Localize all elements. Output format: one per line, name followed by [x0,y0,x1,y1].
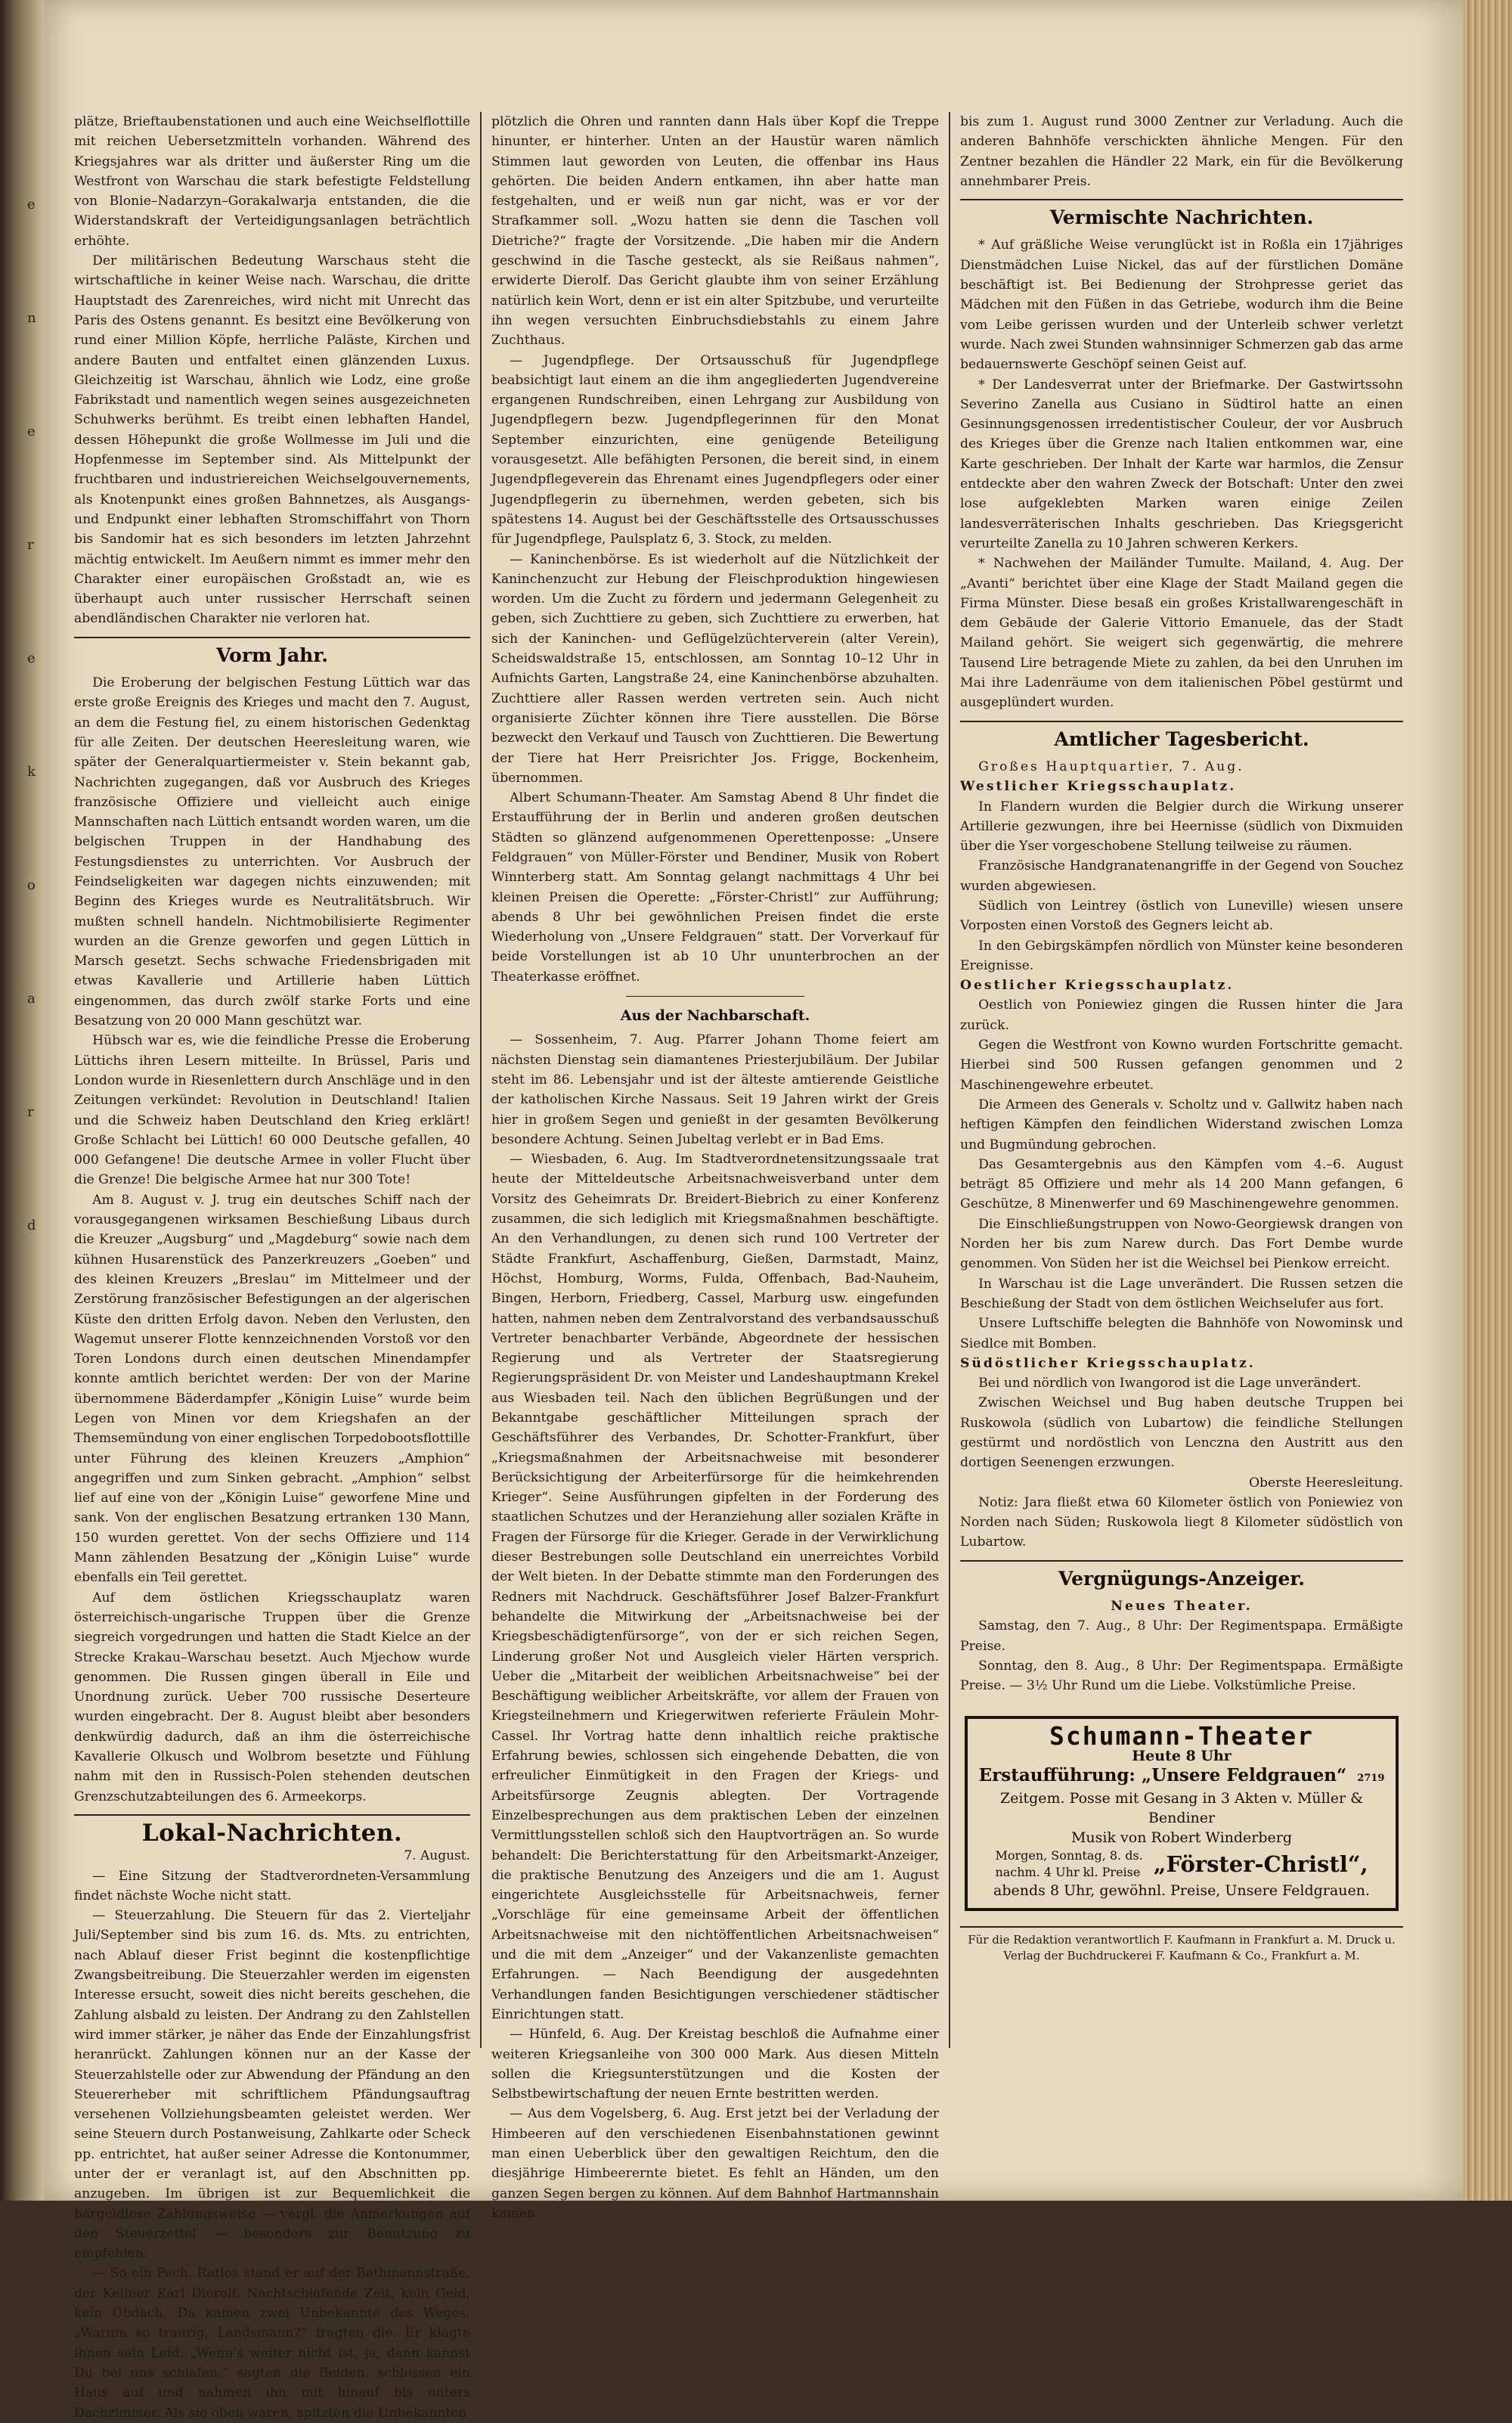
column-3 [960,112,1403,1964]
previous-page-fragment: n [27,310,36,326]
section-title-nachbarschaft: Aus der Nachbarschaft. [620,1007,810,1025]
article-paragraph: — So ein Pech. Ratlos stand er auf der Bethmannstraße, der Kellner Karl Dierolf. Nachtschlafende Zeit, kein Geld, kein Obdach. Da kamen zwei Unbekannte des Weges: „Warum so traurig, Landsmann?“ fragten die. Er klagte ihnen sein Leid. „Wenn's weiter nicht ist, ja, dann kannst Du bei uns schlafen,“ sagten die Beiden, schlossen ein Haus auf und nahmen ihn mit hinauf bis unters Dachzimmer. Als sie oben waren, spitzten die Unbekannten [74,2266,470,2421]
report-paragraph: In Warschau ist die Lage unverändert. Die Russen setzen die Beschießung der Stadt von dem östlichen Weichselufer aus fort. [960,1276,1403,1311]
subheading-ost: Oestlicher Kriegsschauplatz. [960,978,1235,994]
ad-feature-title: „Förster-Christl“, [1153,1851,1368,1877]
report-paragraph: Französische Handgranatenangriffe in der Gegend von Souchez wurden abgewiesen. [960,858,1403,894]
report-paragraph: Das Gesamtergebnis aus den Kämpfen vom 4.–6. August beträgt 85 Offiziere und mehr als 14 200 Mann gefangen, 6 Geschütze, 8 Minenwerfer und 69 Maschinengewehre genommen. [960,1156,1403,1212]
previous-page-fragment: e [27,423,36,439]
report-paragraph: Unsere Luftschiffe belegten die Bahnhöfe von Nowominsk und Siedlce mit Bomben. [960,1316,1403,1351]
book-edge [1464,0,1512,2201]
divider [626,996,805,997]
report-paragraph: In den Gebirgskämpfen nördlich von Münster keine besonderen Ereignisse. [960,938,1403,973]
previous-page-fragment: e [27,650,36,666]
note-paragraph: Notiz: Jara fließt etwa 60 Kilometer östlich von Poniewiez von Norden nach Süden; Ruskowola liegt 8 Kilometer südöstlich von Lubartow. [960,1494,1403,1550]
previous-page-fragment: e [27,197,36,213]
article-paragraph: — Jugendpflege. Der Ortsausschuß für Jugendpflege beabsichtigt laut einem an die ihm angegliederten Jugendvereine ergangenen Rundschreiben, einen Lehrgang zur Ausbildung von Jugendpflegern bezw. Jugendpflegerinnen für den Monat September einzurichten, eine genügende Beteiligung vorausgesetzt. Alle befähigten Personen, die bereit sind, in einem Jugendpflegeverein das Ehrenamt eines Jugendpflegers oder einer Jugendpflegerin zu übernehmen, werden gebeten, sich bis spätestens 14. August bei der Geschäftsstelle des Ortsausschusses für Jugendpflege, Paulsplatz 6, 3. Stock, zu melden. [491,352,939,548]
ad-line: Zeitgem. Posse mit Gesang in 3 Akten v. Müller & Bendiner [999,1789,1364,1826]
article-paragraph: — Kaninchenbörse. Es ist wiederholt auf die Nützlichkeit der Kaninchenzucht zur Hebung der Fleischproduktion hingewiesen worden. Um die Zucht zu fördern und jedermann Gelegenheit zu geben, sich Zuchttiere zu geben, sich Zuchttiere zu erwerben, hat sich der Kaninchen- und Geflügelzüchterverein (alter Verein), Scheidswaldstraße 15, entschlossen, am Sonntag 10–12 Uhr in Aufnichts Garten, Langstraße 24, eine Kaninchenbörse abzuhalten. Zuchttiere aller Rassen werden vertreten sein. Auch nicht organisierte Züchter können ihre Tiere ausstellen. Die Börse bezweckt den Verkauf und Tausch von Zuchttieren. Die Bewertung der Tiere hat Herr Preisrichter Jos. Frigge, Bockenheim, übernommen. [491,551,939,786]
report-paragraph: Südlich von Leintrey (östlich von Luneville) wiesen unsere Vorposten einen Vorstoß des Gegners leicht ab. [960,898,1403,934]
listing-paragraph: Sonntag, den 8. Aug., 8 Uhr: Der Regimentspapa. Ermäßigte Preise. — 3½ Uhr Rund um die Liebe. Volkstümliche Preise. [960,1658,1403,1694]
report-paragraph: Gegen die Westfront von Kowno wurden Fortschritte gemacht. Hierbei sind 500 Russen gefangen genommen und 2 Maschinengewehre erbeutet. [960,1038,1403,1093]
headquarters-line: Großes Hauptquartier, 7. Aug. [978,759,1244,774]
article-paragraph: Am 8. August v. J. trug ein deutsches Schiff nach der vorausgegangenen wirksamen Beschießung Libaus durch die Kreuzer „Augsburg“ und „Magdeburg“ sowie nach dem kühnen Husarenstück des Panzerkreuzers „Goeben“ und des kleinen Kreuzers „Breslau“ im Mittelmeer und der Zerstörung französischer Befestigungen an der algerischen Küste den dritten Erfolg davon. Neben den Verlusten, den Wagemut unserer Flotte kennzeichnenden Vorstoß vor den Toren Londons durch einen deutschen Minendampfer konnte amtlich berichtet werden: Der von der Marine übernommene Bäderdampfer „Königin Luise“ wurde beim Legen von Minen vor dem Kriegshafen an der Themsemündung von einer englischen Torpedobootsflottille unter Führung des kleinen Kreuzers „Amphion“ angegriffen und zum Sinken gebracht. „Amphion“ selbst lief auf eine von der „Königin Luise“ geworfene Mine und sank. Von der englischen Besatzung ertranken 130 Mann, 150 wurden gerettet. Von der sechs Offiziere und 114 Mann zählenden Besatzung der „Königin Luise“ wurde ebenfalls ein Teil gerettet. [74,1192,470,1586]
section-title-tagesbericht: Amtlicher Tagesbericht. [1054,728,1309,750]
article-paragraph: * Der Landesverrat unter der Briefmarke. Der Gastwirtssohn Severino Zanella aus Cusiano in Südtirol hatte an einen Gesinnungsgenossen irredentistischer Couleur, der vor Ausbruch des Krieges über die Grenze nach Italien entkommen war, eine Karte geschrieben. Der Inhalt der Karte war harmlos, die Zensur entdeckte aber den wahren Zweck der Botschaft: Unter den zwei lose aufgeklebten Marken waren einige Zeilen landesverräterischen Inhalts geschrieben. Das Kriegsgericht verurteilte Zanella zu 10 Jahren schweren Kerkers. [960,377,1403,551]
previous-page-edge [0,0,44,2201]
listing-paragraph: Samstag, den 7. Aug., 8 Uhr: Der Regimentspapa. Ermäßigte Preise. [960,1618,1403,1654]
report-paragraph: Zwischen Weichsel und Bug haben deutsche Truppen bei Ruskowola (südlich von Lubartow) die feindliche Stellungen gestürmt und nordöstlich von Lenczna den Austritt aus den dortigen Seenengen erzwungen. [960,1395,1403,1471]
ad-line: Morgen, Sonntag, 8. ds. [995,1847,1143,1863]
divider [960,199,1403,200]
previous-page-fragment: d [27,1218,36,1233]
divider [960,721,1403,722]
section-title-vorm-jahr: Vorm Jahr. [216,644,328,666]
section-title-vergnuegungen: Vergnügungs-Anzeiger. [1058,1567,1305,1590]
article-paragraph: Hübsch war es, wie die feindliche Presse die Eroberung Lüttichs ihren Lesern mitteilte. In Brüssel, Paris und London wurde in Riesenlettern durch Anschläge und in den Zeitungen verkündet: Revolution in Deutschland! Italien und die Schweiz haben Deutschland den Krieg erklärt! Große Schlacht bei Lüttich! 60 000 Deutsche gefallen, 40 000 Gefangene! Die deutsche Armee in voller Flucht über die Grenze! Die belgische Armee hat nur 300 Tote! [74,1033,470,1188]
divider [960,1560,1403,1562]
report-paragraph: Bei und nördlich von Iwangorod ist die Lage unverändert. [978,1376,1362,1391]
article-paragraph: * Nachwehen der Mailänder Tumulte. Mailand, 4. Aug. Der „Avanti“ berichtet über eine Klage der Stadt Mailand gegen die Firma Münster. Diese besaß ein großes Kristallwarengeschäft in dem Gebäude der Galerie Vittorio Emanuele, das der Stadt Mailand gehört. Sie weigert sich gegenwärtig, die mehrere Tausend Lire betragende Miete zu zahlen, da bei den Unruhen im Mai ihre Ladenräume von dem italienischen Pöbel gestürmt und ausgeplündert wurden. [960,556,1403,711]
article-paragraph: — Sossenheim, 7. Aug. Pfarrer Johann Thome feiert am nächsten Dienstag sein diamantenes Priesterjubiläum. Der Jubilar steht im 86. Lebensjahr und ist der älteste amtierende Geistliche der katholischen Kirche Nassaus. Seit 19 Jahren wirkt der Greis hier in großem Segen und genießt in der gesamten Bevölkerung besondere Achtung. Seinen Jubeltag verlebt er in Bad Ems. [491,1032,939,1147]
previous-page-fragment: a [27,991,36,1007]
section-title-lokal: Lokal-Nachrichten. [141,1819,403,1847]
article-paragraph: * Auf gräßliche Weise verunglückt ist in Roßla ein 17jähriges Dienstmädchen Luise Nickel, das auf der fürstlichen Domäne beschäftigt ist. Bei Bedienung der Strohpresse geriet das Mädchen mit den Füßen in das Getriebe, wodurch ihm die Beine vom Leibe gerissen wurden und der Unterleib schwer verletzt wurde. Nach zwei Stunden wahnsinniger Schmerzen gab das arme bedauernswerte Geschöpf seinen Geist auf. [960,237,1403,373]
article-paragraph: plötzlich die Ohren und rannten dann Hals über Kopf die Treppe hinunter, er hinterher. Unten an der Haustür waren nämlich Stimmen laut geworden von Leuten, die offenbar ins Haus gehörten. Die beiden Andern entkamen, ihn aber hatte man festgehalten, und er weiß nun gar nicht, was er vor der Strafkammer soll. „Wozu hatten sie denn die Taschen voll Dietriche?“ fragte der Vorsitzende. „Die haben mir die Andern geschwind in die Tasche gesteckt, als sie Reißaus nahmen“, erwiderte Dierolf. Das Gericht glaubte ihm von seiner Erzählung natürlich kein Wort, denn er ist ein alter Spitzbube, und verurteilte ihn wegen versuchten Einbruchsdiebstahls zu einem Jahre Zuchthaus. [491,114,939,349]
article-paragraph: bis zum 1. August rund 3000 Zentner zur Verladung. Auch die anderen Bahnhöfe verschickten ähnliche Mengen. Für den Zentner bezahlen die Händler 22 Mark, ein für die Bevölkerung annehmbarer Preis. [960,114,1403,189]
ad-line: abends 8 Uhr, gewöhnl. Preise, Unsere Feldgrauen. [993,1882,1370,1899]
report-paragraph: Die Einschließungstruppen von Nowo-Georgiewsk drangen von Norden her bis zum Narew durch. Das Fort Dembe wurde genommen. Von Süden her ist die Weichsel bei Pienkow erreicht. [960,1216,1403,1272]
article-paragraph: Die Eroberung der belgischen Festung Lüttich war das erste große Ereignis des Krieges und macht den 7. August, an dem die Festung fiel, zu einem historischen Gedenktag für alle Zeiten. Der deutschen Heeresleitung waren, wie später der Generalquartiermeister v. Stein bekannt gab, Nachrichten zugegangen, daß vor Ausbruch des Krieges französische Offiziere und vielleicht auch einige Mannschaften nach Lüttich entsandt worden waren, um die belgischen Truppen in der Handhabung des Festungsdienstes zu unterrichten. Vor Ausbruch der Feindseligkeiten war dagegen nichts einzuwenden; mit Beginn des Krieges wurde es Neutralitätsbruch. Wir mußten schnell handeln. Nichtmobilisierte Regimenter wurden an die Grenze geworfen und gegen Lüttich in Marsch gesetzt. Sechs schwache Friedensbrigaden mit etwas Kavallerie und Artillerie haben Lüttich eingenommen, das durch zwölf starke Forts und eine Besatzung von 20 000 Mann geschützt war. [74,675,470,1029]
theater-heading: Neues Theater. [1111,1599,1253,1615]
article-paragraph: — Wiesbaden, 6. Aug. Im Stadtverordnetensitzungssaale trat heute der Mitteldeutsche Arbeitsnachweisverband unter dem Vorsitz des Geheimrats Dr. Breidert-Biebrich zu einer Konferenz zusammen, die sich lediglich mit Kriegsmaßnahmen beschäftigte. An den Verhandlungen, zu denen sich rund 100 Vertreter der Städte Frankfurt, Aschaffenburg, Gießen, Darmstadt, Mainz, Höchst, Homburg, Worms, Fulda, Offenbach, Bad-Nauheim, Bingen, Herborn, Friedberg, Cassel, Marburg usw. eingefunden hatten, nahmen neben dem Zentralvorstand des verbandsausschuß Vertreter benachbarter Verbände, Abgeordnete der hessischen Regierung und als Vertreter der Staatsregierung Regierungspräsident Dr. von Meister und Landeshauptmann Krekel aus Wiesbaden teil. Nach den üblichen Begrüßungen und der Bekanntgabe geschäftlicher Mitteilungen sprach der Geschäftsführer des Verbandes, Dr. Schotter-Frankfurt, über „Kriegsmaßnahmen der Arbeitsnachweise mit besonderer Berücksichtigung der Arbeiterfürsorge für die heimkehrenden Krieger“. Seine Ausführungen gipfelten in der Forderung des staatlichen Schutzes und der Heranziehung aller sozialen Kräfte in Fragen der Fürsorge für die Krieger. Gerade in der Verwirklichung dieser Bestrebungen solle Deutschland ein unerreichtes Vorbild der Welt bieten. In der Debatte stimmte man den Forderungen des Redners mit Nachdruck. Geschäftsführer Josef Balzer-Frankfurt behandelte die Mitwirkung der „Arbeitsnachweise bei der Kriegsbeschädigtenfürsorge“, von der er sich reichen Segen, Linderung großer Not und Ausgleich vieler Härten versprich. Ueber die „Mitarbeit der weiblichen Arbeitsnachweise“ bei der Beschäftigung weiblicher Arbeitskräfte, vor allem der Frauen von Kriegsteilnehmern und Kriegerwitwen referierte Fräulein Mohr-Cassel. Ihr Vortrag hatte denn inhaltlich reiche praktische Erfahrung bewies, schlossen sich eingehende Debatten, die von erfreulicher Einmütigkeit in den Fragen der Kriegs- und Arbeitsfürsorge Zeugnis ablegten. Der Vortragende Einzelbesprechungen aus dem praktischen Leben der einzelnen Vermittlungsstellen schloß sich den Hauptvorträgen an. So wurde behandelt: Die Berichterstattung für den Arbeitsmarkt-Anzeiger, die praktische Benutzung des Anzeigers und die am 1. August eingerichtete Ausgleichsstelle für Arbeitsnachweis, ferner „Vorschläge für eine gemeinsame Arbeit der öffentlichen Arbeitsnachweise mit den nichtöffentlichen Arbeitsnachweisen“ und die mit dem „Anzeiger“ und der Vakanzenliste gemachten Erfahrungen. — Nach Beendigung der ausgedehnten Verhandlungen fanden Besichtigungen verschiedener städtischer Einrichtungen statt. [491,1152,939,2022]
report-paragraph: In Flandern wurden die Belgier durch die Wirkung unserer Artillerie gezwungen, ihre bei Heernisse (südlich von Dixmuiden über die Yser vorgeschobene Stellung teilweise zu räumen. [960,799,1403,855]
article-paragraph: — Steuerzahlung. Die Steuern für das 2. Vierteljahr Juli/September sind bis zum 16. ds. Mts. zu entrichten, nach Ablauf dieser Frist beginnt die kostenpflichtige Zwangsbeitreibung. Die Steuerzahler werden im eigensten Interesse ersucht, soweit dies nicht bereits geschehen, die Zahlung alsbald zu leisten. Der Andrang zu den Zahlstellen wird immer stärker, je näher das Ende der Einzahlungsfrist heranrückt. Zahlungen können nur an der Kasse der Steuerzahlstelle oder zur Abwendung der Pfändung an den Steuererheber mit schriftlichem Pfändungsauftrag versehenen Vollziehungsbeamten geleistet werden. Wer seine Steuern durch Postanweisung, Zahlkarte oder Scheck pp. entrichtet, hat außer seiner Adresse die Kontonummer, unter der er veranlagt ist, auf den Abschnitten pp. anzugeben. Im übrigen ist zur Bequemlichkeit die bargeldlose Zahlungsweise — vergl. die Anmerkungen auf den Steuerzettel — besonders zur Benutzung zu empfehlen. [74,1908,470,2262]
ad-line: nachm. 4 Uhr kl. Preise [995,1864,1141,1879]
article-paragraph: Der militärischen Bedeutung Warschaus steht die wirtschaftliche in keiner Weise nach. Warschau, die dritte Hauptstadt des Zarenreiches, wird nicht mit Unrecht das Paris des Ostens genannt. Es besitzt eine Bevölkerung von rund einer Million Köpfe, herrliche Paläste, Kirchen und andere Bauten und entfaltet einen glänzenden Luxus. Gleichzeitig ist Warschau, ähnlich wie Lodz, eine große Fabrikstadt und namentlich wegen seines ausgezeichneten Schuhwerks berühmt. Es treibt einen lebhaften Handel, dessen Höhepunkt die große Wollmesse im Juli und die Hopfenmesse im September sind. Als Mittelpunkt der fruchtbaren und industriereichen Weichselgouvernements, als Knotenpunkt eines großen Bahnnetzes, als Ausgangs- und Endpunkt einer lebhaften Stromschiffahrt von Thorn bis Sandomir hat es sich besonders im letzten Jahrzehnt mächtig entwickelt. Im Aeußern nimmt es immer mehr den Charakter einer europäischen Großstadt an, wie es überhaupt auch unter russischer Herrschaft seinen abendländischen Charakter nie verloren hat. [74,253,470,627]
imprint: Für die Redaktion verantwortlich F. Kaufmann in Frankfurt a. M. Druck u. Verlag der Buchdruckerei F. Kaufmann & Co., Frankfurt a. M. [960,1926,1403,1964]
previous-page-fragment: k [27,764,36,780]
ad-phone: 2719 [1357,1772,1385,1784]
subheading-suedost: Südöstlicher Kriegsschauplatz. [960,1355,1256,1371]
column-2 [491,112,939,2223]
divider [74,637,470,638]
ad-title: Schumann-Theater [1049,1720,1314,1751]
divider [74,1814,470,1816]
report-paragraph: Oestlich von Poniewiez gingen die Russen hinter die Jara zurück. [960,997,1403,1033]
section-title-vermischte: Vermischte Nachrichten. [1049,206,1314,229]
article-paragraph: plätze, Brieftaubenstationen und auch eine Weichselflottille mit reichen Uebersetzmitteln vorhanden. Während des Kriegsjahres war als dritter und äußerster Ring um die Westfront von Warschau die stark befestigte Feldstellung von Blonie–Nadarzyn–Gorakalwarja entstanden, die die Widerstandskraft der Verteidigungsanlagen beträchtlich erhöhte. [74,114,470,249]
signature: Oberste Heeresleitung. [1248,1475,1403,1491]
dateline: 7. August. [404,1848,470,1864]
article-paragraph: — Hünfeld, 6. Aug. Der Kreistag beschloß die Aufnahme einer weiteren Kriegsanleihe von 300 000 Mark. Aus diesen Mitteln sollen die Kriegsunterstützungen und die Kosten der Selbstbewirtschaftung der neuen Ernte bestritten werden. [491,2027,939,2102]
previous-page-fragment: o [27,877,36,893]
report-paragraph: Die Armeen des Generals v. Scholtz und v. Gallwitz haben nach heftigen Kämpfen den feindlichen Widerstand zwischen Lomza und Bugmündung gebrochen. [960,1097,1403,1153]
ad-line: Heute 8 Uhr [1132,1747,1232,1764]
ad-line: Erstaufführung: „Unsere Feldgrauen“ [978,1764,1347,1785]
column-rule [949,112,950,2048]
article-paragraph: — Eine Sitzung der Stadtverordneten-Versammlung findet nächste Woche nicht statt. [74,1868,470,1903]
article-paragraph: Auf dem östlichen Kriegsschauplatz waren österreichisch-ungarische Truppen über die Grenze siegreich vorgedrungen und hatten die Stadt Kielce an der Strecke Krakau–Warschau besetzt. Auch Mjechow wurde genommen. Die Russen gingen überall in Eile und Unordnung zurück. Ueber 700 russische Deserteure wurden eingebracht. Der 8. August bleibt aber besonders denkwürdig dadurch, daß an ihm die österreichische Kavallerie Olkusch und Wolbrom besetzte und Fühlung nahm mit den in Russisch-Polen stehenden deutschen Grenzschutzabteilungen des 6. Armeekorps. [74,1590,470,1804]
column-rule [480,112,482,2048]
subheading-west: Westlicher Kriegsschauplatz. [960,779,1237,795]
previous-page-fragment: r [27,1104,34,1120]
ad-line: Musik von Robert Winderberg [1070,1829,1293,1846]
previous-page-fragment: r [27,537,34,553]
article-paragraph: — Aus dem Vogelsberg, 6. Aug. Erst jetzt bei der Verladung der Himbeeren auf den verschiedenen Eisenbahnstationen gewinnt man einen Ueberblick über den gewaltigen Reichtum, den die diesjährige Himbeerernte bietet. Es fehlt an Händen, um den ganzen Segen bergen zu können. Auf dem Bahnhof Hartmannshain kamen [491,2106,939,2221]
theater-advertisement [965,1716,1399,1911]
article-paragraph: Albert Schumann-Theater. Am Samstag Abend 8 Uhr findet die Erstaufführung der in Berlin und anderen großen deutschen Städten so glänzend aufgenommenen Operettenposse: „Unsere Feldgrauen“ von Müller-Förster und Bendiner, Musik von Robert Winnterberg statt. Am Sonntag gelangt nachmittags 4 Uhr bei kleinen Preisen die Operette: „Förster-Christl“ zur Aufführung; abends 8 Uhr bei gewöhnlichen Preisen findet die erste Wiederholung von „Unsere Feldgrauen“ statt. Der Vorverkauf für beide Vorstellungen ist ab 10 Uhr ununterbrochen an der Theaterkasse eröffnet. [491,790,939,985]
column-1 [74,112,470,2423]
